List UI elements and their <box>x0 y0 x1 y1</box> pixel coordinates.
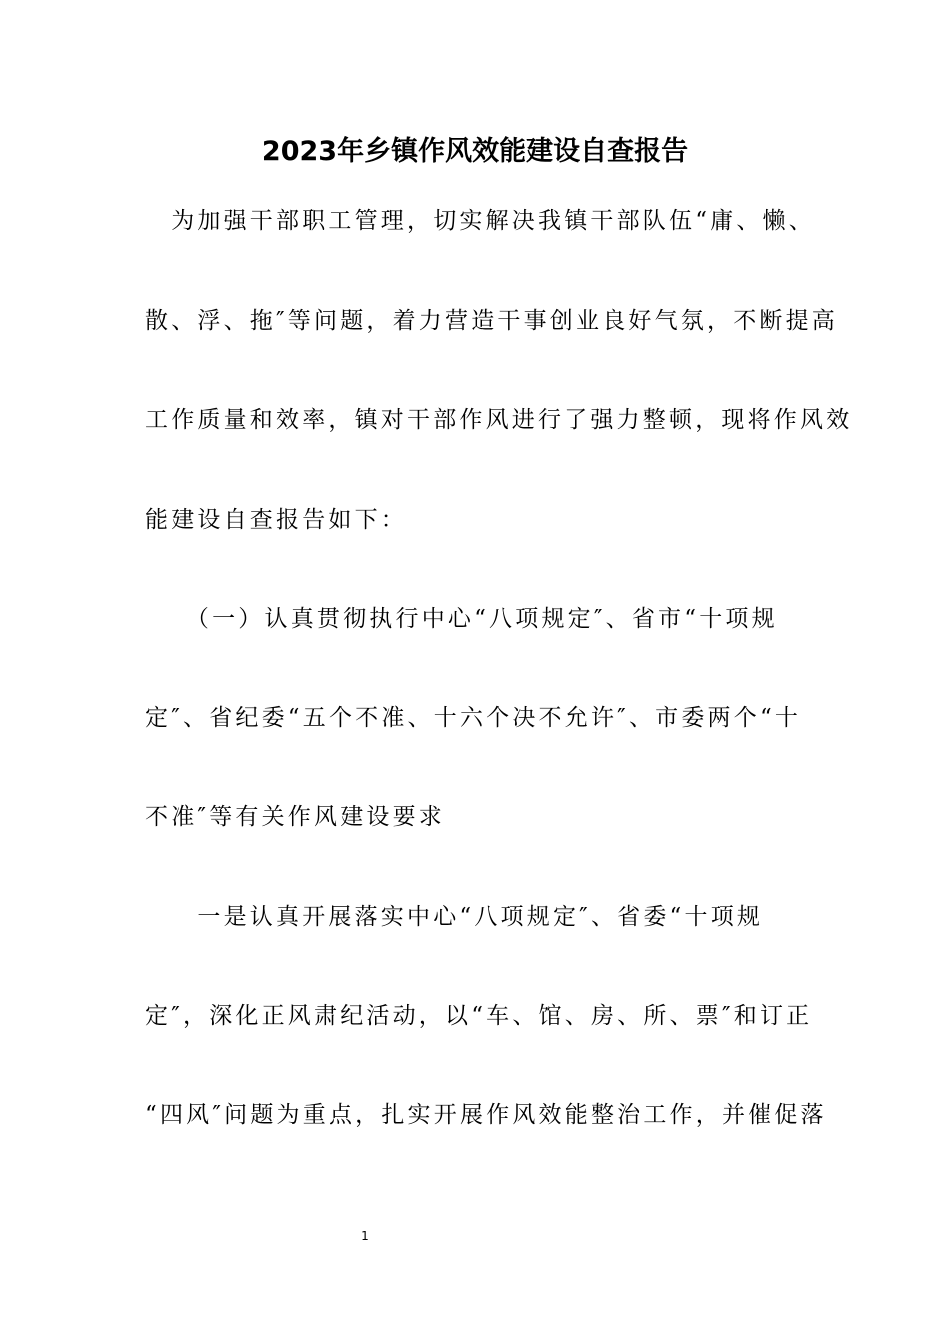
paragraph-line: 定″、省纪委“五个不准、十六个决不允许″、市委两个“十 <box>145 705 802 731</box>
page-number: 1 <box>361 1229 369 1243</box>
paragraph-line: 工作质量和效率，镇对干部作风进行了强力整顿，现将作风效 <box>145 407 853 433</box>
paragraph-line: 散、浮、拖″等问题，着力营造干事创业良好气氛，不断提高 <box>145 308 838 334</box>
paragraph-line: 为加强干部职工管理，切实解决我镇干部队伍“庸、懒、 <box>145 208 815 234</box>
paragraph-line: “四风″问题为重点，扎实开展作风效能整治工作，并催促落 <box>145 1102 827 1128</box>
paragraph-line: 不准″等有关作风建设要求 <box>145 804 445 830</box>
paragraph-line: 能建设自查报告如下： <box>145 507 407 533</box>
document-title: 2023年乡镇作风效能建设自查报告 <box>261 136 689 167</box>
paragraph-line: （一）认真贯彻执行中心“八项规定″、省市“十项规 <box>145 606 778 632</box>
paragraph-line: 一是认真开展落实中心“八项规定″、省委“十项规 <box>145 904 764 930</box>
paragraph-line: 定″，深化正风肃纪活动，以“车、馆、房、所、票″和订正 <box>145 1003 813 1029</box>
